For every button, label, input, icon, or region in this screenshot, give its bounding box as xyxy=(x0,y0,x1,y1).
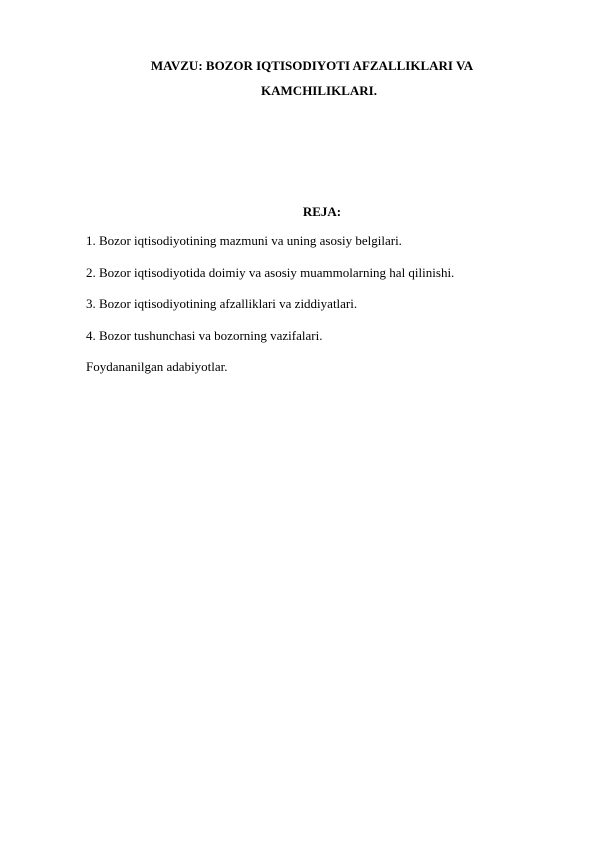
plan-list xyxy=(86,233,454,391)
document-title-line-2: KAMCHILIKLARI. xyxy=(261,83,377,98)
document-title-line-1: MAVZU: BOZOR IQTISODIYOTI AFZALLIKLARI VA xyxy=(150,58,474,73)
plan-item-1: 1. Bozor iqtisodiyotining mazmuni va uning asosiy belgilari. xyxy=(86,233,402,248)
plan-item-4: 4. Bozor tushunchasi va bozorning vazifalari. xyxy=(86,327,323,343)
plan-item-2: 2. Bozor iqtisodiyotida doimiy va asosiy muammolarning hal qilinishi. xyxy=(86,264,455,280)
plan-item-references: Foydananilgan adabiyotlar. xyxy=(86,359,228,374)
plan-item-3: 3. Bozor iqtisodiyotining afzalliklari va ziddiyatlari. xyxy=(86,296,358,311)
plan-heading: REJA: xyxy=(302,204,342,219)
